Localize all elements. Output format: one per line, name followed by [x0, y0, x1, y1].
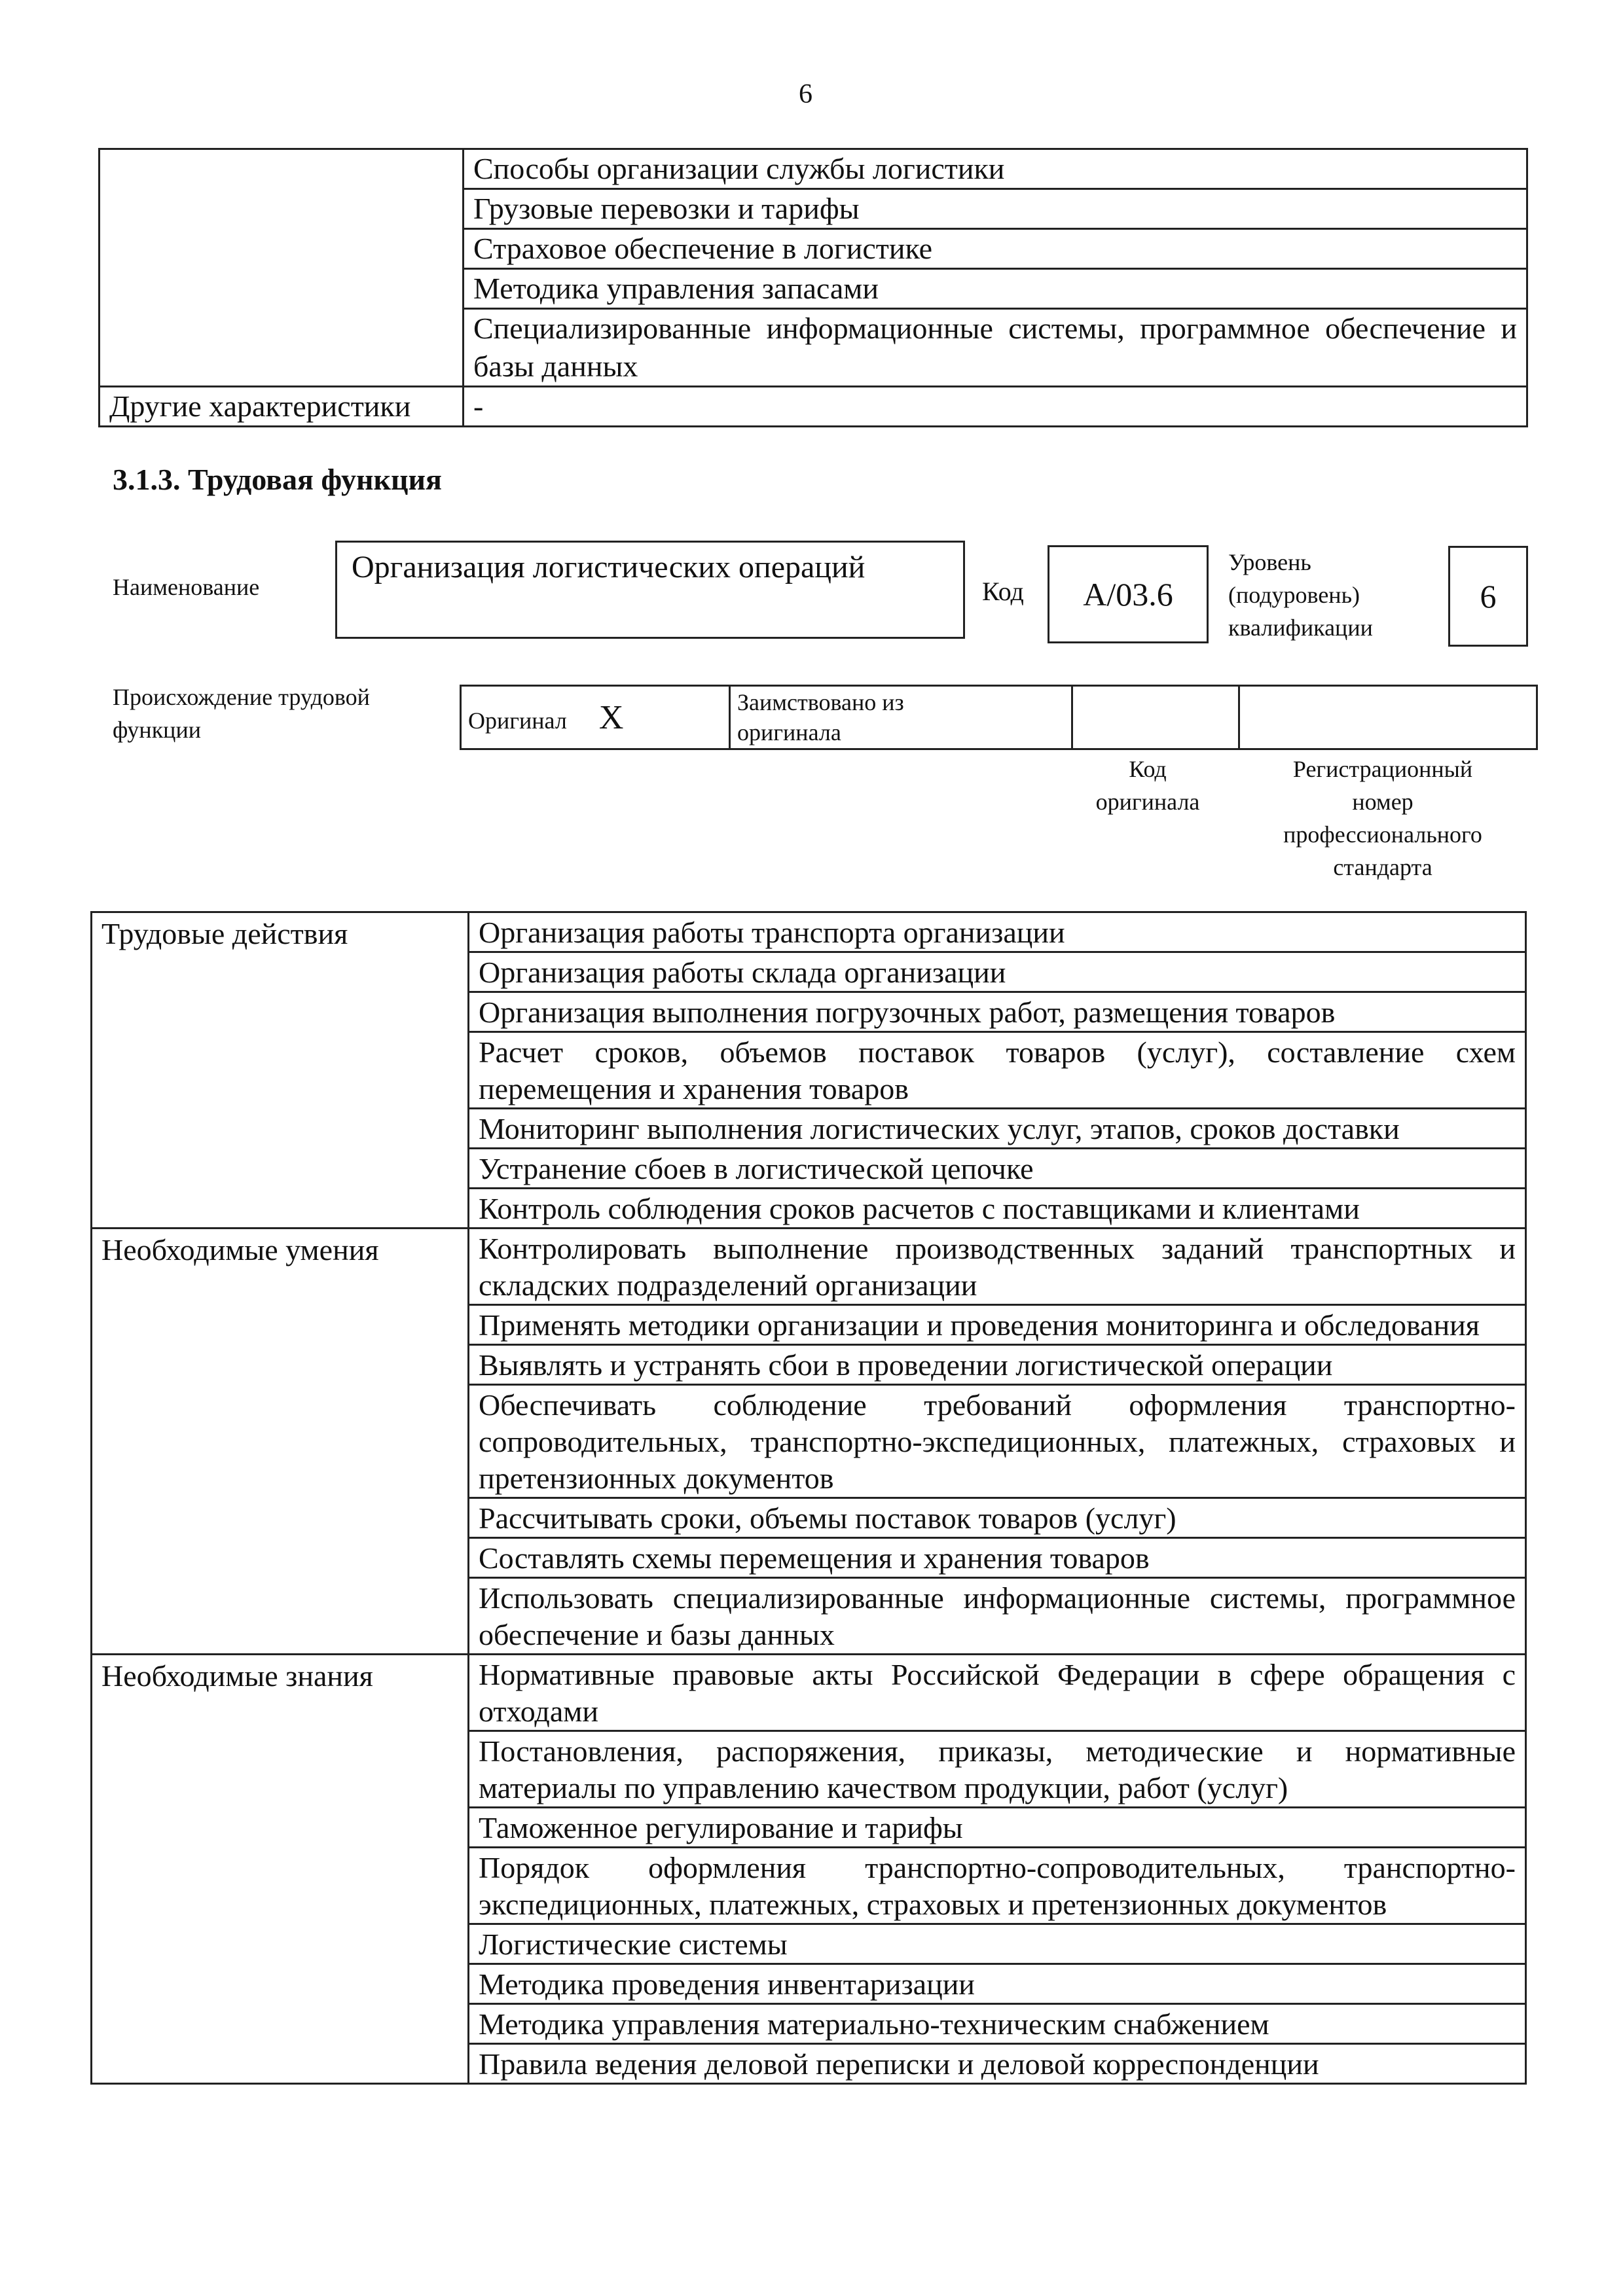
- knowledge-item: Страховое обеспечение в логистике: [464, 229, 1527, 269]
- knowledge-item: Грузовые перевозки и тарифы: [464, 189, 1527, 229]
- original-code-cell: [1072, 686, 1239, 749]
- original-cell: [461, 686, 730, 749]
- knowledge-item: Нормативные правовые акты Российской Федерации в сфере обращения с отходами: [469, 1655, 1526, 1731]
- skill-item: Применять методики организации и проведения мониторинга и обследования: [469, 1305, 1526, 1345]
- borrowed-label-line: оригинала: [737, 719, 841, 745]
- other-characteristics-value: -: [464, 387, 1527, 427]
- level-label-line: (подуровень): [1228, 582, 1360, 608]
- main-table: [90, 911, 1527, 2085]
- name-value-box: Организация логистических операций: [335, 541, 965, 639]
- original-mark: X: [598, 698, 624, 736]
- registration-number-cell: [1239, 686, 1537, 749]
- required-knowledge-label: Необходимые знания: [92, 1655, 469, 2084]
- origin-label: [113, 681, 370, 746]
- top-table: [98, 148, 1528, 427]
- level-label-line: Уровень: [1228, 549, 1311, 575]
- labor-action-item: Организация работы транспорта организации: [469, 912, 1526, 952]
- labor-action-item: Мониторинг выполнения логистических услуг, этапов, сроков доставки: [469, 1109, 1526, 1149]
- borrowed-label-line: Заимствовано из: [737, 689, 904, 715]
- code-value-box: A/03.6: [1048, 545, 1209, 643]
- knowledge-item: Специализированные информационные системы, программное обеспечение и базы данных: [464, 309, 1527, 387]
- knowledge-item: Методика управления запасами: [464, 269, 1527, 309]
- original-code-caption: [1066, 753, 1230, 818]
- skill-item: Составлять схемы перемещения и хранения товаров: [469, 1538, 1526, 1578]
- required-skills-label: Необходимые умения: [92, 1229, 469, 1655]
- knowledge-item: Методика проведения инвентаризации: [469, 1964, 1526, 2004]
- borrowed-cell: [730, 686, 1072, 749]
- origin-table: [460, 685, 1538, 750]
- registration-number-caption: [1239, 753, 1527, 884]
- page-number: 6: [799, 79, 812, 109]
- origin-label-line: Происхождение трудовой: [113, 684, 370, 710]
- knowledge-item: Таможенное регулирование и тарифы: [469, 1808, 1526, 1848]
- caption-line: стандарта: [1333, 854, 1432, 880]
- skill-item: Выявлять и устранять сбои в проведении логистической операции: [469, 1345, 1526, 1385]
- skill-item: Рассчитывать сроки, объемы поставок товаров (услуг): [469, 1498, 1526, 1538]
- caption-line: Код: [1129, 756, 1167, 782]
- level-value-box: 6: [1448, 546, 1528, 647]
- skill-item: Использовать специализированные информационные системы, программное обеспечение и базы данных: [469, 1578, 1526, 1655]
- other-characteristics-label: Другие характеристики: [100, 387, 464, 427]
- caption-line: Регистрационный: [1292, 756, 1473, 782]
- knowledge-item: Порядок оформления транспортно-сопроводительных, транспортно-экспедиционных, платежных, страховых и претензионных документов: [469, 1848, 1526, 1924]
- knowledge-item: Логистические системы: [469, 1924, 1526, 1964]
- knowledge-item: Методика управления материально-техническим снабжением: [469, 2004, 1526, 2044]
- empty-label-cell: [100, 149, 464, 387]
- code-label: Код: [982, 577, 1024, 606]
- knowledge-item: Постановления, распоряжения, приказы, методические и нормативные материалы по управлению качеством продукции, работ (услуг): [469, 1731, 1526, 1808]
- knowledge-item: Способы организации службы логистики: [464, 149, 1527, 189]
- original-label: Оригинал: [468, 707, 567, 734]
- labor-action-item: Организация работы склада организации: [469, 952, 1526, 992]
- labor-action-item: Организация выполнения погрузочных работ, размещения товаров: [469, 992, 1526, 1032]
- labor-action-item: Устранение сбоев в логистической цепочке: [469, 1149, 1526, 1189]
- section-heading: 3.1.3. Трудовая функция: [113, 463, 442, 496]
- labor-action-item: Контроль соблюдения сроков расчетов с поставщиками и клиентами: [469, 1189, 1526, 1229]
- skill-item: Контролировать выполнение производственных заданий транспортных и складских подразделений организации: [469, 1229, 1526, 1305]
- skill-item: Обеспечивать соблюдение требований оформления транспортно-сопроводительных, транспортно-экспедиционных, платежных, страховых и претензионных документов: [469, 1385, 1526, 1498]
- caption-line: номер: [1352, 789, 1413, 815]
- knowledge-item: Правила ведения деловой переписки и деловой корреспонденции: [469, 2044, 1526, 2084]
- level-label-line: квалификации: [1228, 615, 1373, 641]
- caption-line: оригинала: [1095, 789, 1200, 815]
- level-label: [1228, 546, 1373, 644]
- name-label: Наименование: [113, 574, 260, 600]
- labor-action-item: Расчет сроков, объемов поставок товаров (услуг), составление схем перемещения и хранения товаров: [469, 1032, 1526, 1109]
- origin-label-line: функции: [113, 717, 201, 743]
- caption-line: профессионального: [1283, 821, 1482, 848]
- labor-actions-label: Трудовые действия: [92, 912, 469, 1229]
